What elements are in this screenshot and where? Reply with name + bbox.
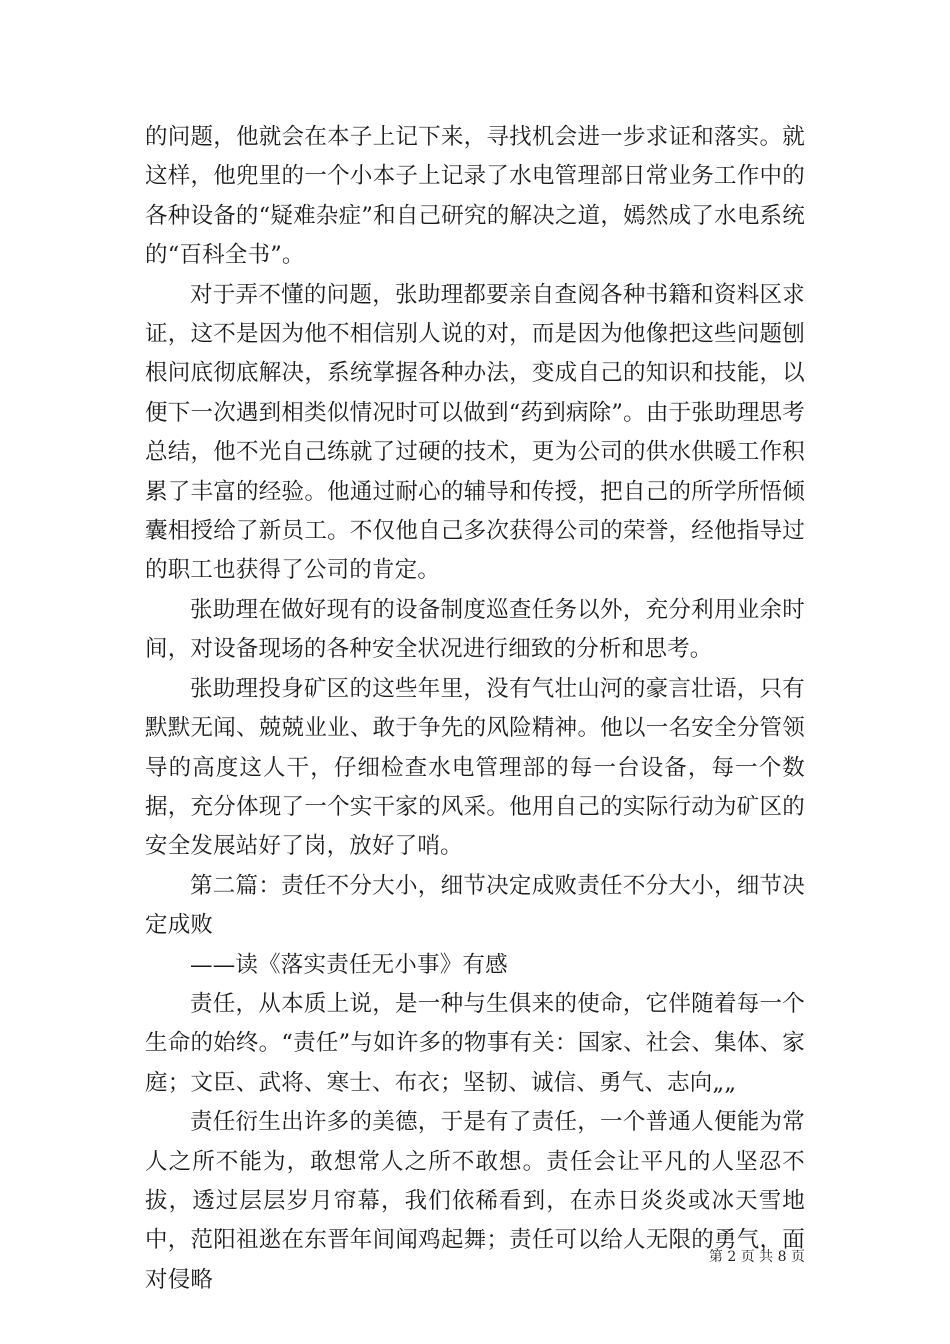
section-heading: 第二篇：责任不分大小，细节决定成败责任不分大小，细节决定成败 bbox=[145, 872, 805, 939]
paragraph-3: 张助理在做好现有的设备制度巡查任务以外，充分利用业余时间，对设备现场的各种安全状况进行细致的分析和思考。 bbox=[145, 596, 805, 663]
paragraph-1: 的问题，他就会在本子上记下来，寻找机会进一步求证和落实。就这样，他兜里的一个小本子上记录了水电管理部日常业务工作中的各种设备的“疑难杂症”和自己研究的解决之道，嫣然成了水电系统的“百科全书”。 bbox=[145, 124, 805, 269]
paragraph-4: 张助理投身矿区的这些年里，没有气壮山河的豪言壮语，只有默默无闻、兢兢业业、敢于争先的风险精神。他以一名安全分管领导的高度这人干，仔细检查水电管理部的每一台设备，每一个数据，充分体现了一个实干家的风采。他用自己的实际行动为矿区的安全发展站好了岗，放好了哨。 bbox=[145, 675, 805, 860]
section-subtitle: ——读《落实责任无小事》有感 bbox=[190, 951, 508, 978]
document-body bbox=[145, 118, 805, 1300]
paragraph-6: 责任衍生出许多的美德，于是有了责任，一个普通人便能为常人之所不能为，敢想常人之所不敢想。责任会让平凡的人坚忍不拔，透过层层岁月帘幕，我们依稀看到，在赤日炎炎或冰天雪地中，范阳祖逖在东晋年间闻鸡起舞；责任可以给人无限的勇气，面对侵略 bbox=[145, 1109, 805, 1293]
paragraph-2: 对于弄不懂的问题，张助理都要亲自查阅各种书籍和资料区求证，这不是因为他不相信别人说的对，而是因为他像把这些问题刨根问底彻底解决，系统掌握各种办法，变成自己的知识和技能，以便下一次遇到相类似情况时可以做到“药到病除”。由于张助理思考总结，他不光自己练就了过硬的技术，更为公司的供水供暖工作积累了丰富的经验。他通过耐心的辅导和传授，把自己的所学所悟倾囊相授给了新员工。不仅他自己多次获得公司的荣誉，经他指导过的职工也获得了公司的肯定。 bbox=[145, 281, 805, 584]
paragraph-5: 责任，从本质上说，是一种与生俱来的使命，它伴随着每一个生命的始终。“责任”与如许多的物事有关：国家、社会、集体、家庭；文臣、武将、寒士、布衣；坚韧、诚信、勇气、志向„„ bbox=[145, 990, 805, 1096]
page-number: 第 2 页 共 8 页 bbox=[708, 1249, 805, 1265]
